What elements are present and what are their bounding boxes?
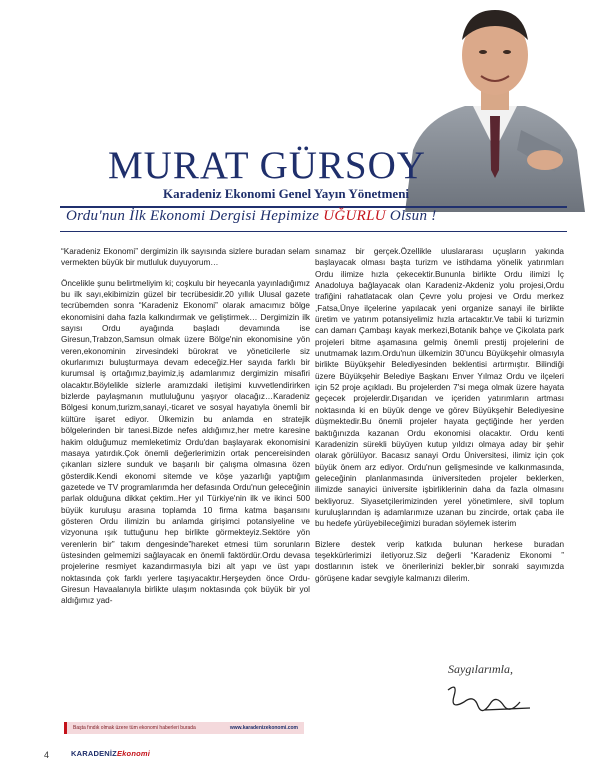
tagline-post: Olsun ! [385,208,437,224]
body-column-right [315,246,564,593]
tagline-highlight: UĞURLU [323,208,386,224]
footer-brand-1: KARADENİZ [71,749,117,758]
signature-text: Saygılarımla, [448,662,513,676]
author-name: MURAT GÜRSOY [108,144,426,187]
tagline [66,208,566,225]
handwritten-signature [444,680,534,720]
paragraph: “Karadeniz Ekonomi” dergimizin ilk sayısında sizlere buradan selam vermekten büyük bir mutluluk duyuyorum… [61,247,310,268]
paragraph: Öncelikle şunu belirtmeliyim ki; coşkulu bir heyecanla yayınladığımız bu ilk sayı,ekibimizin güzel bir tecrübesidir.20 yıllık Ulusal gazete tecrübemden sonra “Karadeniz Ekonomi” olarak amacımız bölge ekonomisini daha fazla kalkındırmak ve geliştirmek… Dergimizin ilk sayısı Ordu ayağında başladı devamında ise Giresun,Trabzon,Samsun olmak üzere Bölge'nin ekonomisine yön veren,ekonominin zirvesindeki bürokrat ve yöneticilerle siz okurlarımızı buluşturmaya devam edeceğiz.Her sayıda farklı bir kurumsal iş ortağımız,bayimiz,iş adamlarımız dergimizin misafiri olacaktır.Böylelikle sizlerle aramızdaki iletişimi kuvvetlendirirken bizlerde paylaşmanın mutluluğunu yaşıyor olacağız…Karadeniz Bölgesi konum,turizm,sanayi,-ticaret ve sosyal hayatıyla önemli bir kültüre işaret ediyor. Ülkemizin bu anlamda en stratejik bölgelerinden bir tanesi.Bizde nefes aldığımız,her metre karesine hakim olduğumuz memleketimiz Ordu'dan başlayarak ekonomisini masaya yatırdık.Çok önemli değerlerimizin ortak pencereisinden çıkanları sizlere sunduk ve başarılı bir çalışma olmasına özen gösterdik.Kendi ekonomi sitemde ve köşe yazarlığı yaptığım gazetede ve TV programlarımda her defasında Ordu'nun geleceğinin parlak olduğuna dikkat çektim..Her yıl Türkiye'nin ilk ve ikinci 500 büyük kuruluşu arasına toplamda 10 firma katma başarısını gösteren Ordu ilimizin bu anlamda girişimci potansiyeline ve vizyonuna ışık tuttuğunu hep birlikte görmekteyiz.Sektöre yön verenlerin bir” takım dengesinde”hareket etmesi tüm sorunların üstesinden gelmemizi sağlayacak en önemli faktördür.Ordu devasa projelerine resmiyet kazandırmasıyla bizi alt yapı ve üst yapı noktasında çok farklı yerlere taşıyacaktır.Herşeyden önce Ordu-Giresun Havaalanıyla birlikte ulaşım noktasında çok büyük bir yol aldığımız yad- [61,278,311,606]
footer-brand-2: Ekonomi [116,749,151,758]
paragraph: sınamaz bir gerçek.Özellikle uluslararası uçuşların yakında başlayacak olması başta turizm ve istihdama yönelik yatırımları Ordu ilimize hızla çekecektir.Bununla birlikte Ordu ilimizi İç Anadoluya bağlayacak olan Karadeniz-Akdeniz yolu projesi,Ordu trafiğini rahatlatacak olan Çevre yolu projesi ve Ordu merkez ,Fatsa,Ünye ilçelerine yapılacak yeni organize sanayi ile birlikte üretim ve yatırım potansiyelimiz hızla artacaktır.Ve tabii ki turizmin can damarı Çambaşı kayak merkezi,Botanik bahçe ve Çikolata park projeleri bitme aşamasına gelmiş önemli prestij projelerini de unutmamak lazım.Ordu'nun ülkemizin 30'uncu Büyükşehir olmasıyla birlikte Büyükşehir Belediyesinden beklentisi artırmıştır. Bilindiği üzere Büyükşehir Belediye Başkanı Enver Yılmaz Ordu ve ilçeleri için 52 proje açıkladı. Bu projelerden 7'si mega olmak üzere hayata geçecek projelerdir.Dışarıdan ve içeriden yatırımların artması noktasında ki en büyük denge ve görev Büyükşehir Belediyesine düşmektedir.Bu önemli projeler hayata geçtiğinde her yerden baktığınızda kazanan Ordu ekonomisi olacaktır. Ordu kenti Karadenizin sürekli büyüyen kutup yıldızı olmaya aday bir şehir olarak görülüyor. Bacasız sanayi Ordu Üniversitesi, ilimiz için çok büyük önem arz ediyor. Ordu'nun gelişmesinde ve kalkınmasında, geleceğinin planlanmasında üniversiteden projeler beklerken, ilimizde sanayici üniversite işbirliklerinin daha da fazla olmasını bekliyoruz. Siyasetçilerimizinden yerel yönetimlere, sivil toplum kuruluşlarından iş adamlarımıze uzanan bu zincirde, ortak çaba ile bu hedefe yürüyebileceğimizi buradan söylemek isterim [315,247,564,529]
ad-url[interactable]: www.karadenizekonomi.com [229,725,298,731]
ad-text: Başta fındık olmak üzere tüm ekonomi haberleri burada [73,725,196,731]
author-role: Karadeniz Ekonomi Genel Yayın Yönetmeni [163,186,410,201]
paragraph: Bizlere destek verip katkıda bulunan herkese buradan teşekkürlerimizi iletiyoruz.Siz değerli “Karadeniz Ekonomi ” dostlarının istek ve önerilerinizi bekler,bir sonraki sayımızda görüşene kadar sevgiyle kalmanızı dilerim. [315,539,564,583]
header-rule-bottom [60,231,567,232]
tagline-pre: Ordu'nun İlk Ekonomi Dergisi Hepimize [66,208,324,224]
footer-logo [71,749,150,758]
ad-strip[interactable] [64,722,304,734]
page-number: 4 [44,750,50,760]
body-column-left [61,246,310,616]
